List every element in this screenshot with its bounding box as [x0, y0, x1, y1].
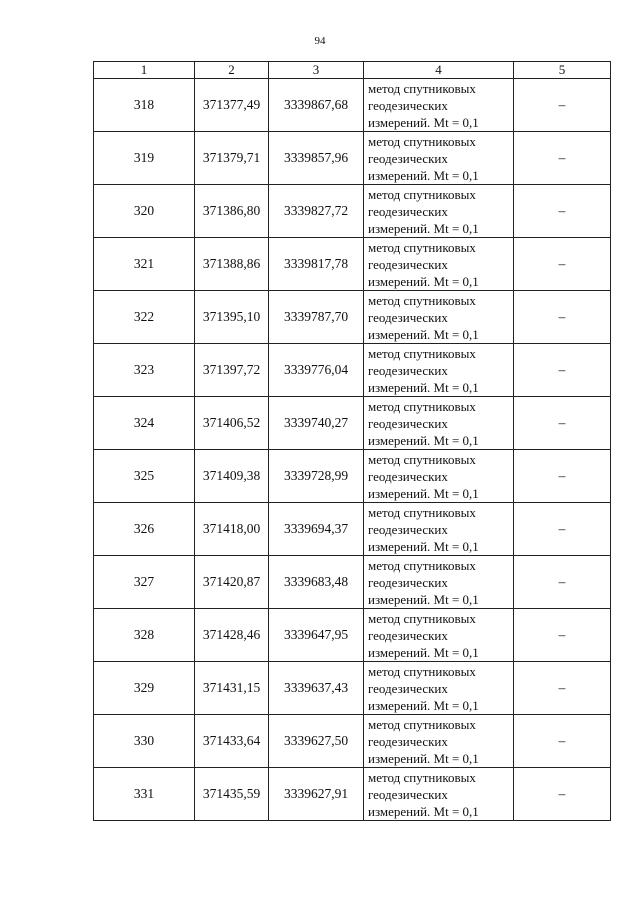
point-number-cell: 320 — [94, 185, 195, 238]
table-body — [94, 62, 611, 821]
method-text-line: геодезических — [368, 362, 448, 378]
method-text-line: геодезических — [368, 521, 448, 537]
x-coordinate-cell: 371431,15 — [195, 662, 269, 715]
method-cell — [364, 185, 514, 238]
column-5-cell: – — [514, 79, 611, 132]
method-cell — [364, 609, 514, 662]
x-coordinate-cell: 371428,46 — [195, 609, 269, 662]
method-text-line: измерений. Mt = 0,1 — [368, 379, 479, 395]
column-5-cell: – — [514, 450, 611, 503]
method-text-line: метод спутниковых — [368, 239, 476, 255]
x-coordinate-cell: 371420,87 — [195, 556, 269, 609]
method-text-line: геодезических — [368, 256, 448, 272]
method-text-line: измерений. Mt = 0,1 — [368, 326, 479, 342]
method-text-line: геодезических — [368, 733, 448, 749]
y-coordinate-cell: 3339627,50 — [269, 715, 364, 768]
method-text-line: измерений. Mt = 0,1 — [368, 114, 479, 130]
header-col-3: 3 — [269, 62, 364, 79]
y-coordinate-cell: 3339776,04 — [269, 344, 364, 397]
x-coordinate-cell: 371395,10 — [195, 291, 269, 344]
header-col-5: 5 — [514, 62, 611, 79]
method-text-line: метод спутниковых — [368, 769, 476, 785]
method-text-line: измерений. Mt = 0,1 — [368, 485, 479, 501]
column-5-cell: – — [514, 397, 611, 450]
method-cell — [364, 662, 514, 715]
table-row — [94, 291, 611, 344]
table-row — [94, 185, 611, 238]
column-5-cell: – — [514, 662, 611, 715]
point-number-cell: 318 — [94, 79, 195, 132]
method-text-line: геодезических — [368, 786, 448, 802]
method-cell — [364, 503, 514, 556]
method-text-line: метод спутниковых — [368, 716, 476, 732]
method-cell — [364, 79, 514, 132]
header-col-1: 1 — [94, 62, 195, 79]
table-row — [94, 450, 611, 503]
coordinates-table — [93, 61, 611, 821]
method-text-line: измерений. Mt = 0,1 — [368, 697, 479, 713]
y-coordinate-cell: 3339787,70 — [269, 291, 364, 344]
method-text-line: геодезических — [368, 627, 448, 643]
method-text-line: измерений. Mt = 0,1 — [368, 644, 479, 660]
method-text-line: метод спутниковых — [368, 398, 476, 414]
page-number: 94 — [314, 35, 326, 47]
method-text-line: геодезических — [368, 468, 448, 484]
point-number-cell: 324 — [94, 397, 195, 450]
method-cell — [364, 344, 514, 397]
y-coordinate-cell: 3339857,96 — [269, 132, 364, 185]
table-row — [94, 238, 611, 291]
point-number-cell: 322 — [94, 291, 195, 344]
method-cell — [364, 715, 514, 768]
table-header-row — [94, 62, 611, 79]
method-text-line: геодезических — [368, 415, 448, 431]
x-coordinate-cell: 371379,71 — [195, 132, 269, 185]
column-5-cell: – — [514, 715, 611, 768]
x-coordinate-cell: 371397,72 — [195, 344, 269, 397]
header-col-4: 4 — [364, 62, 514, 79]
method-text-line: измерений. Mt = 0,1 — [368, 432, 479, 448]
method-text-line: метод спутниковых — [368, 80, 476, 96]
point-number-cell: 330 — [94, 715, 195, 768]
y-coordinate-cell: 3339827,72 — [269, 185, 364, 238]
column-5-cell: – — [514, 238, 611, 291]
column-5-cell: – — [514, 185, 611, 238]
x-coordinate-cell: 371435,59 — [195, 768, 269, 821]
method-cell — [364, 450, 514, 503]
y-coordinate-cell: 3339637,43 — [269, 662, 364, 715]
y-coordinate-cell: 3339694,37 — [269, 503, 364, 556]
table-row — [94, 768, 611, 821]
y-coordinate-cell: 3339647,95 — [269, 609, 364, 662]
y-coordinate-cell: 3339627,91 — [269, 768, 364, 821]
y-coordinate-cell: 3339740,27 — [269, 397, 364, 450]
method-text-line: геодезических — [368, 574, 448, 590]
column-5-cell: – — [514, 291, 611, 344]
y-coordinate-cell: 3339817,78 — [269, 238, 364, 291]
column-5-cell: – — [514, 503, 611, 556]
table-row — [94, 503, 611, 556]
point-number-cell: 319 — [94, 132, 195, 185]
header-col-2: 2 — [195, 62, 269, 79]
method-text-line: геодезических — [368, 150, 448, 166]
method-text-line: метод спутниковых — [368, 292, 476, 308]
method-text-line: измерений. Mt = 0,1 — [368, 750, 479, 766]
table-row — [94, 397, 611, 450]
point-number-cell: 331 — [94, 768, 195, 821]
point-number-cell: 328 — [94, 609, 195, 662]
x-coordinate-cell: 371406,52 — [195, 397, 269, 450]
column-5-cell: – — [514, 609, 611, 662]
method-text-line: метод спутниковых — [368, 504, 476, 520]
column-5-cell: – — [514, 768, 611, 821]
method-text-line: измерений. Mt = 0,1 — [368, 803, 479, 819]
point-number-cell: 321 — [94, 238, 195, 291]
column-5-cell: – — [514, 344, 611, 397]
point-number-cell: 323 — [94, 344, 195, 397]
table-row — [94, 556, 611, 609]
table-row — [94, 79, 611, 132]
method-cell — [364, 238, 514, 291]
method-text-line: геодезических — [368, 97, 448, 113]
method-text-line: метод спутниковых — [368, 663, 476, 679]
x-coordinate-cell: 371418,00 — [195, 503, 269, 556]
x-coordinate-cell: 371377,49 — [195, 79, 269, 132]
x-coordinate-cell: 371433,64 — [195, 715, 269, 768]
method-cell — [364, 132, 514, 185]
x-coordinate-cell: 371386,80 — [195, 185, 269, 238]
method-text-line: метод спутниковых — [368, 186, 476, 202]
method-cell — [364, 556, 514, 609]
method-text-line: метод спутниковых — [368, 451, 476, 467]
point-number-cell: 325 — [94, 450, 195, 503]
method-text-line: измерений. Mt = 0,1 — [368, 538, 479, 554]
table-row — [94, 344, 611, 397]
method-text-line: метод спутниковых — [368, 557, 476, 573]
method-cell — [364, 397, 514, 450]
method-text-line: геодезических — [368, 309, 448, 325]
method-cell — [364, 291, 514, 344]
column-5-cell: – — [514, 132, 611, 185]
method-text-line: измерений. Mt = 0,1 — [368, 220, 479, 236]
column-5-cell: – — [514, 556, 611, 609]
point-number-cell: 327 — [94, 556, 195, 609]
y-coordinate-cell: 3339683,48 — [269, 556, 364, 609]
method-text-line: метод спутниковых — [368, 610, 476, 626]
point-number-cell: 329 — [94, 662, 195, 715]
x-coordinate-cell: 371388,86 — [195, 238, 269, 291]
table-row — [94, 609, 611, 662]
table-row — [94, 715, 611, 768]
method-text-line: измерений. Mt = 0,1 — [368, 273, 479, 289]
method-text-line: геодезических — [368, 680, 448, 696]
method-text-line: измерений. Mt = 0,1 — [368, 167, 479, 183]
method-text-line: метод спутниковых — [368, 133, 476, 149]
y-coordinate-cell: 3339728,99 — [269, 450, 364, 503]
method-text-line: геодезических — [368, 203, 448, 219]
table-row — [94, 132, 611, 185]
point-number-cell: 326 — [94, 503, 195, 556]
method-text-line: метод спутниковых — [368, 345, 476, 361]
method-cell — [364, 768, 514, 821]
y-coordinate-cell: 3339867,68 — [269, 79, 364, 132]
table-row — [94, 662, 611, 715]
method-text-line: измерений. Mt = 0,1 — [368, 591, 479, 607]
x-coordinate-cell: 371409,38 — [195, 450, 269, 503]
